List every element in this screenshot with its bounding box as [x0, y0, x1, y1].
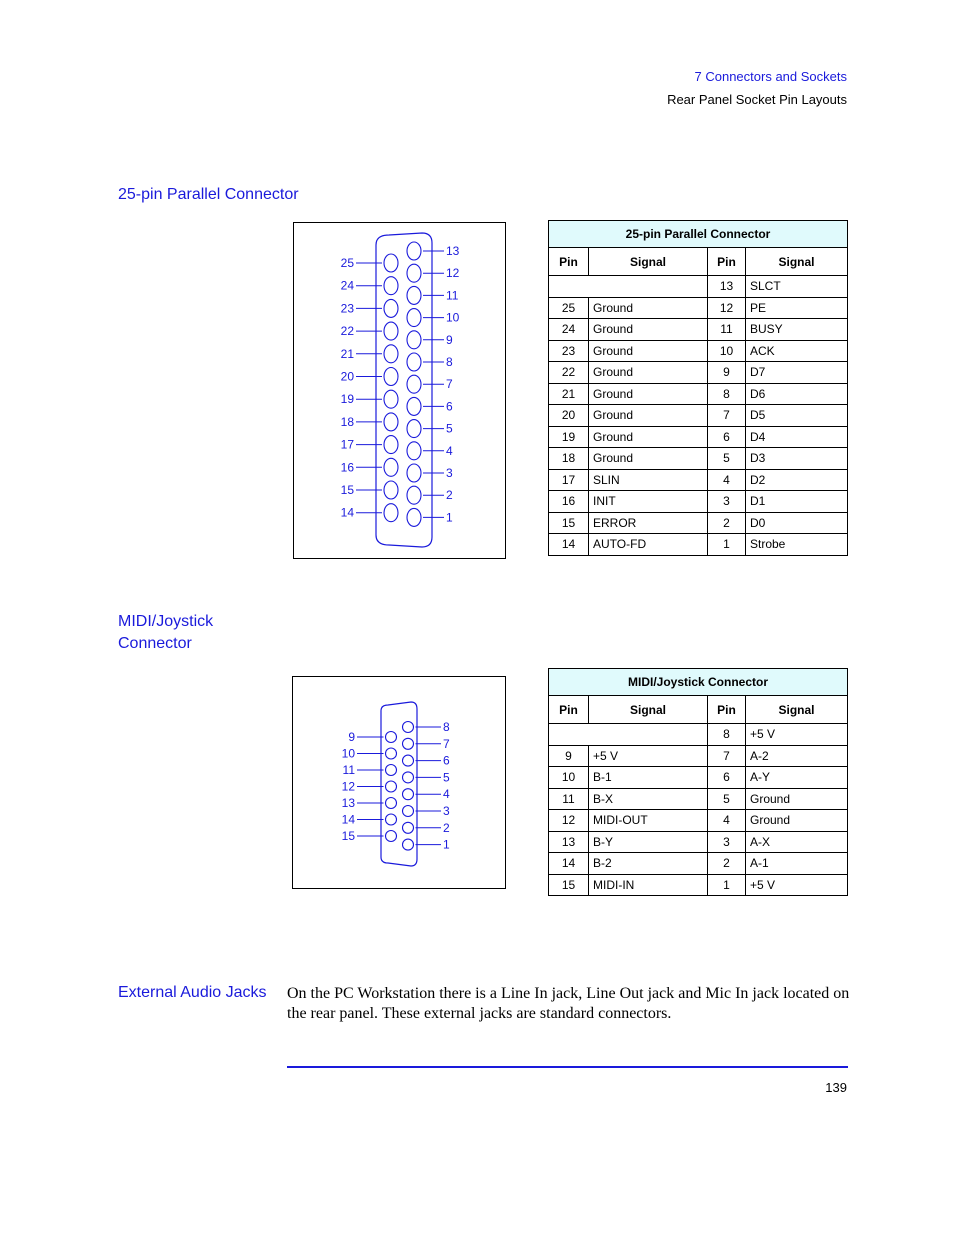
col-header: Signal	[589, 696, 708, 724]
table-row	[549, 491, 848, 513]
pin-number-label: 2	[446, 488, 453, 503]
pin-hole	[407, 442, 421, 460]
pin-hole	[403, 755, 414, 766]
pin-cell: 14	[549, 534, 589, 556]
page-number: 139	[825, 1080, 847, 1095]
pin-number-label: 19	[340, 392, 354, 407]
table-row	[549, 297, 848, 319]
table-caption: 25-pin Parallel Connector	[549, 221, 848, 248]
signal-cell: B-2	[589, 853, 708, 875]
table-row	[549, 512, 848, 534]
pin-cell: 1	[708, 874, 746, 896]
signal-cell: Ground	[589, 448, 708, 470]
signal-cell: +5 V	[589, 745, 708, 767]
pin-number-label: 22	[340, 324, 354, 339]
pin-cell: 25	[549, 297, 589, 319]
pin-hole	[407, 486, 421, 504]
midi-heading: MIDI/Joystick Connector	[118, 613, 214, 652]
pin-hole	[403, 772, 414, 783]
connector-shell	[376, 233, 432, 547]
pin-number-label: 8	[443, 720, 450, 734]
pin-cell: 17	[549, 469, 589, 491]
parallel-connector-diagram	[293, 222, 506, 559]
signal-cell: B-1	[589, 767, 708, 789]
pin-number-label: 17	[340, 437, 354, 452]
pin-cell: 2	[708, 853, 746, 875]
pin-hole	[407, 464, 421, 482]
pin-number-label: 18	[340, 414, 354, 429]
parallel-heading: 25-pin Parallel Connector	[118, 186, 299, 203]
parallel-pinout-svg	[294, 223, 505, 558]
pin-cell: 3	[708, 491, 746, 513]
table-row	[549, 853, 848, 875]
pin-hole	[407, 264, 421, 282]
pin-cell: 15	[549, 874, 589, 896]
table-row	[549, 448, 848, 470]
pin-hole	[386, 831, 397, 842]
signal-cell: A-1	[746, 853, 848, 875]
pin-cell: 2	[708, 512, 746, 534]
pin-hole	[403, 738, 414, 749]
midi-pinout-svg	[293, 677, 505, 888]
pin-number-label: 8	[446, 355, 453, 369]
pin-cell: 23	[549, 340, 589, 362]
pin-cell: 15	[549, 512, 589, 534]
signal-cell: B-X	[589, 788, 708, 810]
pin-number-label: 16	[340, 460, 354, 475]
pin-number-label: 23	[340, 301, 354, 316]
pin-number-label: 14	[341, 812, 355, 827]
parallel-pin-table	[548, 220, 848, 556]
pin-cell: 1	[708, 534, 746, 556]
pin-number-label: 5	[446, 421, 453, 436]
pin-cell: 5	[708, 448, 746, 470]
pin-hole	[407, 420, 421, 438]
signal-cell: Ground	[589, 297, 708, 319]
table-row	[549, 276, 848, 298]
table-row	[549, 874, 848, 896]
pin-hole	[384, 299, 398, 317]
signal-cell: +5 V	[746, 874, 848, 896]
signal-cell: Ground	[589, 340, 708, 362]
pin-cell: 9	[708, 362, 746, 384]
footer-rule	[287, 1066, 848, 1068]
table-row	[549, 788, 848, 810]
pin-hole	[407, 286, 421, 304]
col-header: Signal	[746, 696, 848, 724]
table-row	[549, 745, 848, 767]
pin-number-label: 15	[341, 829, 355, 843]
table-row	[549, 767, 848, 789]
signal-cell: Ground	[589, 383, 708, 405]
table-row	[549, 724, 848, 746]
pin-hole	[407, 397, 421, 415]
pin-hole	[403, 722, 414, 733]
signal-cell: D0	[746, 512, 848, 534]
signal-cell: MIDI-OUT	[589, 810, 708, 832]
signal-cell: SLIN	[589, 469, 708, 491]
pin-cell: 8	[708, 383, 746, 405]
pin-number-label: 14	[340, 505, 354, 520]
pin-hole	[386, 732, 397, 743]
signal-cell: Ground	[589, 319, 708, 341]
signal-cell: Ground	[589, 362, 708, 384]
pin-hole	[407, 331, 421, 349]
pin-hole	[407, 309, 421, 327]
table-row	[549, 534, 848, 556]
pin-hole	[384, 254, 398, 272]
table-row	[549, 810, 848, 832]
pin-number-label: 4	[446, 443, 453, 458]
signal-cell: PE	[746, 297, 848, 319]
pin-number-label: 5	[443, 770, 450, 785]
pin-number-label: 12	[341, 779, 355, 794]
pin-number-label: 2	[443, 820, 450, 835]
pin-hole	[384, 458, 398, 476]
running-header-section: Rear Panel Socket Pin Layouts	[667, 92, 847, 107]
signal-cell: D3	[746, 448, 848, 470]
col-header: Pin	[708, 248, 746, 276]
signal-cell: Strobe	[746, 534, 848, 556]
signal-cell: ACK	[746, 340, 848, 362]
pin-cell: 9	[549, 745, 589, 767]
col-header: Signal	[746, 248, 848, 276]
table-caption: MIDI/Joystick Connector	[549, 669, 848, 696]
pin-hole	[384, 345, 398, 363]
pin-hole	[384, 504, 398, 522]
pin-cell: 12	[708, 297, 746, 319]
signal-cell: D1	[746, 491, 848, 513]
signal-cell: D4	[746, 426, 848, 448]
signal-cell: B-Y	[589, 831, 708, 853]
pin-cell: 14	[549, 853, 589, 875]
table-row	[549, 831, 848, 853]
pin-number-label: 4	[443, 787, 450, 802]
pin-cell: 13	[708, 276, 746, 298]
pin-number-label: 13	[446, 244, 460, 258]
table-row	[549, 362, 848, 384]
pin-cell: 7	[708, 745, 746, 767]
pin-number-label: 1	[446, 510, 453, 525]
pin-hole	[386, 748, 397, 759]
pin-hole	[386, 765, 397, 776]
pin-cell: 20	[549, 405, 589, 427]
pin-hole	[384, 390, 398, 408]
pin-hole	[403, 789, 414, 800]
pin-cell: 6	[708, 767, 746, 789]
pin-hole	[384, 277, 398, 295]
pin-hole	[384, 436, 398, 454]
pin-number-label: 13	[341, 796, 355, 810]
pin-hole	[384, 322, 398, 340]
pin-hole	[407, 508, 421, 526]
empty-cell	[549, 276, 708, 298]
signal-cell: D2	[746, 469, 848, 491]
signal-cell: BUSY	[746, 319, 848, 341]
pin-number-label: 6	[443, 753, 450, 768]
signal-cell: A-2	[746, 745, 848, 767]
pin-cell: 8	[708, 724, 746, 746]
pin-cell: 19	[549, 426, 589, 448]
pin-number-label: 3	[443, 804, 450, 818]
pin-number-label: 25	[340, 256, 354, 270]
pin-number-label: 24	[340, 278, 354, 293]
col-header: Pin	[708, 696, 746, 724]
signal-cell: A-Y	[746, 767, 848, 789]
table-row	[549, 319, 848, 341]
pin-number-label: 11	[446, 288, 459, 303]
signal-cell: SLCT	[746, 276, 848, 298]
signal-cell: D7	[746, 362, 848, 384]
pin-cell: 16	[549, 491, 589, 513]
pin-number-label: 11	[342, 763, 355, 777]
pin-hole	[386, 814, 397, 825]
audio-heading: External Audio Jacks	[118, 984, 267, 1001]
pin-hole	[403, 822, 414, 833]
pin-hole	[403, 839, 414, 850]
signal-cell: D6	[746, 383, 848, 405]
col-header: Pin	[549, 696, 589, 724]
pin-hole	[407, 353, 421, 371]
pin-hole	[386, 798, 397, 809]
pin-hole	[384, 481, 398, 499]
col-header: Signal	[589, 248, 708, 276]
pin-cell: 18	[549, 448, 589, 470]
pin-number-label: 9	[446, 332, 453, 347]
table-row	[549, 426, 848, 448]
pin-cell: 24	[549, 319, 589, 341]
pin-cell: 7	[708, 405, 746, 427]
signal-cell: D5	[746, 405, 848, 427]
pin-number-label: 6	[446, 399, 453, 414]
midi-connector-diagram	[292, 676, 506, 889]
pin-number-label: 3	[446, 466, 453, 480]
running-header-chapter: 7 Connectors and Sockets	[694, 69, 847, 84]
pin-cell: 22	[549, 362, 589, 384]
pin-cell: 4	[708, 810, 746, 832]
pin-number-label: 10	[341, 746, 355, 761]
pin-cell: 11	[708, 319, 746, 341]
pin-number-label: 7	[446, 377, 453, 392]
pin-cell: 4	[708, 469, 746, 491]
signal-cell: AUTO-FD	[589, 534, 708, 556]
signal-cell: Ground	[589, 426, 708, 448]
signal-cell: INIT	[589, 491, 708, 513]
signal-cell: ERROR	[589, 512, 708, 534]
pin-hole	[384, 368, 398, 386]
table-row	[549, 383, 848, 405]
pin-number-label: 10	[446, 310, 460, 325]
signal-cell: +5 V	[746, 724, 848, 746]
audio-paragraph: On the PC Workstation there is a Line In jack, Line Out jack and Mic In jack located on the rear panel. These external jacks are standard connectors.	[287, 985, 850, 1022]
pin-cell: 10	[708, 340, 746, 362]
pin-cell: 12	[549, 810, 589, 832]
pin-number-label: 1	[443, 837, 450, 852]
pin-hole	[403, 806, 414, 817]
table-row	[549, 469, 848, 491]
pin-number-label: 9	[348, 730, 355, 744]
pin-hole	[386, 781, 397, 792]
pin-hole	[407, 375, 421, 393]
col-header: Pin	[549, 248, 589, 276]
empty-cell	[549, 724, 708, 746]
table-row	[549, 340, 848, 362]
pin-cell: 13	[549, 831, 589, 853]
pin-cell: 6	[708, 426, 746, 448]
signal-cell: MIDI-IN	[589, 874, 708, 896]
pin-number-label: 7	[443, 736, 450, 751]
pin-number-label: 21	[340, 346, 354, 361]
midi-pin-table	[548, 668, 848, 896]
table-row	[549, 405, 848, 427]
pin-cell: 11	[549, 788, 589, 810]
signal-cell: Ground	[746, 810, 848, 832]
signal-cell: Ground	[746, 788, 848, 810]
pin-cell: 3	[708, 831, 746, 853]
pin-number-label: 12	[446, 266, 460, 281]
pin-hole	[384, 413, 398, 431]
pin-number-label: 20	[340, 369, 354, 384]
pin-cell: 10	[549, 767, 589, 789]
pin-cell: 21	[549, 383, 589, 405]
signal-cell: A-X	[746, 831, 848, 853]
pin-cell: 5	[708, 788, 746, 810]
pin-number-label: 15	[340, 483, 354, 497]
pin-hole	[407, 242, 421, 260]
signal-cell: Ground	[589, 405, 708, 427]
